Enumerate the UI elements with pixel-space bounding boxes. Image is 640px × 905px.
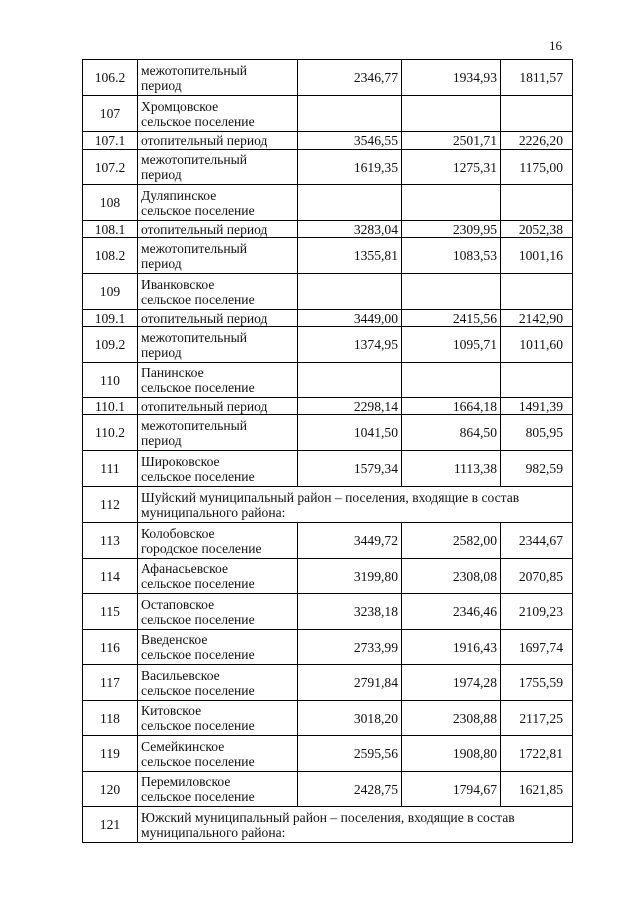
row-number: 110.2 bbox=[83, 415, 138, 451]
table-row bbox=[83, 736, 573, 772]
value-col-1: 3238,18 bbox=[298, 594, 402, 630]
settlement-name: Перемиловское сельское поселение bbox=[138, 772, 298, 807]
table-row bbox=[83, 772, 573, 807]
settlement-name: межотопительный период bbox=[138, 327, 298, 363]
value-col-2: 1908,80 bbox=[402, 736, 501, 772]
value-col-1: 3449,00 bbox=[298, 310, 402, 327]
table-row bbox=[83, 132, 573, 150]
row-number: 107.1 bbox=[83, 132, 138, 150]
value-col-1: 3199,80 bbox=[298, 559, 402, 594]
row-number: 120 bbox=[83, 772, 138, 807]
value-col-2: 2346,46 bbox=[402, 594, 501, 630]
value-col-1: 3449,72 bbox=[298, 523, 402, 559]
table-row bbox=[83, 363, 573, 398]
value-col-3: 2142,90 bbox=[501, 310, 573, 327]
settlement-name: Колобовское городское поселение bbox=[138, 523, 298, 559]
settlement-name: отопительный период bbox=[138, 398, 298, 415]
value-col-1: 2428,75 bbox=[298, 772, 402, 807]
value-col-1: 3546,55 bbox=[298, 132, 402, 150]
row-number: 115 bbox=[83, 594, 138, 630]
row-number: 117 bbox=[83, 665, 138, 701]
settlement-name: межотопительный период bbox=[138, 238, 298, 274]
settlement-name: Иванковское сельское поселение bbox=[138, 274, 298, 310]
value-col-3: 1011,60 bbox=[501, 327, 573, 363]
row-number: 112 bbox=[83, 487, 138, 523]
value-col-3: 2344,67 bbox=[501, 523, 573, 559]
value-col-2: 1916,43 bbox=[402, 630, 501, 665]
value-col-3 bbox=[501, 96, 573, 132]
row-number: 108.2 bbox=[83, 238, 138, 274]
settlement-name: Дуляпинское сельское поселение bbox=[138, 185, 298, 221]
settlement-name: Хромцовское сельское поселение bbox=[138, 96, 298, 132]
row-number: 109.1 bbox=[83, 310, 138, 327]
value-col-1: 1579,34 bbox=[298, 451, 402, 487]
row-number: 110 bbox=[83, 363, 138, 398]
table-row bbox=[83, 221, 573, 238]
row-number: 107 bbox=[83, 96, 138, 132]
table-body-lower bbox=[83, 523, 573, 807]
table-row bbox=[83, 701, 573, 736]
settlement-name: Остаповское сельское поселение bbox=[138, 594, 298, 630]
value-col-2: 2582,00 bbox=[402, 523, 501, 559]
settlement-name: Семейкинское сельское поселение bbox=[138, 736, 298, 772]
value-col-2: 1275,31 bbox=[402, 150, 501, 185]
value-col-3: 2109,23 bbox=[501, 594, 573, 630]
section-heading: Южский муниципальный район – поселения, входящие в состав муниципального района: bbox=[138, 807, 573, 843]
row-number: 108 bbox=[83, 185, 138, 221]
row-number: 116 bbox=[83, 630, 138, 665]
row-number: 121 bbox=[83, 807, 138, 843]
settlement-name: Васильевское сельское поселение bbox=[138, 665, 298, 701]
value-col-2 bbox=[402, 185, 501, 221]
value-col-2 bbox=[402, 96, 501, 132]
table-row bbox=[83, 238, 573, 274]
settlement-name: межотопительный период bbox=[138, 60, 298, 96]
table-row bbox=[83, 451, 573, 487]
value-col-1: 1374,95 bbox=[298, 327, 402, 363]
value-col-3: 1001,16 bbox=[501, 238, 573, 274]
settlement-name: Введенское сельское поселение bbox=[138, 630, 298, 665]
value-col-1 bbox=[298, 185, 402, 221]
value-col-1 bbox=[298, 363, 402, 398]
table-row bbox=[83, 96, 573, 132]
table-row bbox=[83, 415, 573, 451]
value-col-1: 1619,35 bbox=[298, 150, 402, 185]
page-number: 16 bbox=[549, 38, 562, 53]
value-col-2: 864,50 bbox=[402, 415, 501, 451]
row-number: 119 bbox=[83, 736, 138, 772]
table-row bbox=[83, 559, 573, 594]
value-col-2: 2309,95 bbox=[402, 221, 501, 238]
value-col-2: 1095,71 bbox=[402, 327, 501, 363]
value-col-2: 2308,88 bbox=[402, 701, 501, 736]
value-col-1: 2595,56 bbox=[298, 736, 402, 772]
settlement-name: межотопительный период bbox=[138, 150, 298, 185]
settlement-name: Широковское сельское поселение bbox=[138, 451, 298, 487]
table-row-section bbox=[83, 807, 573, 843]
row-number: 114 bbox=[83, 559, 138, 594]
value-col-3: 1755,59 bbox=[501, 665, 573, 701]
value-col-2: 1794,67 bbox=[402, 772, 501, 807]
settlement-name: Афанасьевское сельское поселение bbox=[138, 559, 298, 594]
tariff-table bbox=[82, 59, 573, 843]
value-col-3 bbox=[501, 185, 573, 221]
value-col-3: 1697,74 bbox=[501, 630, 573, 665]
value-col-3 bbox=[501, 274, 573, 310]
table-row bbox=[83, 185, 573, 221]
row-number: 111 bbox=[83, 451, 138, 487]
value-col-2: 1934,93 bbox=[402, 60, 501, 96]
row-number: 110.1 bbox=[83, 398, 138, 415]
table-row bbox=[83, 310, 573, 327]
table-row bbox=[83, 60, 573, 96]
settlement-name: отопительный период bbox=[138, 221, 298, 238]
value-col-2: 2415,56 bbox=[402, 310, 501, 327]
value-col-3: 2117,25 bbox=[501, 701, 573, 736]
table-row bbox=[83, 665, 573, 701]
row-number: 109.2 bbox=[83, 327, 138, 363]
value-col-2: 1083,53 bbox=[402, 238, 501, 274]
row-number: 108.1 bbox=[83, 221, 138, 238]
value-col-2: 2308,08 bbox=[402, 559, 501, 594]
value-col-2: 2501,71 bbox=[402, 132, 501, 150]
table-row bbox=[83, 398, 573, 415]
settlement-name: отопительный период bbox=[138, 310, 298, 327]
value-col-3: 2052,38 bbox=[501, 221, 573, 238]
value-col-2: 1113,38 bbox=[402, 451, 501, 487]
value-col-3: 2070,85 bbox=[501, 559, 573, 594]
table-body-upper bbox=[83, 60, 573, 487]
value-col-1: 3283,04 bbox=[298, 221, 402, 238]
row-number: 107.2 bbox=[83, 150, 138, 185]
value-col-3: 1621,85 bbox=[501, 772, 573, 807]
value-col-2 bbox=[402, 274, 501, 310]
table-row bbox=[83, 327, 573, 363]
value-col-3: 2226,20 bbox=[501, 132, 573, 150]
value-col-3: 1811,57 bbox=[501, 60, 573, 96]
value-col-2 bbox=[402, 363, 501, 398]
value-col-3: 805,95 bbox=[501, 415, 573, 451]
value-col-1: 2346,77 bbox=[298, 60, 402, 96]
row-number: 106.2 bbox=[83, 60, 138, 96]
value-col-1: 2791,84 bbox=[298, 665, 402, 701]
table-row bbox=[83, 274, 573, 310]
settlement-name: Китовское сельское поселение bbox=[138, 701, 298, 736]
value-col-2: 1974,28 bbox=[402, 665, 501, 701]
value-col-1 bbox=[298, 274, 402, 310]
value-col-1: 2298,14 bbox=[298, 398, 402, 415]
table-section-112 bbox=[83, 487, 573, 523]
settlement-name: Панинское сельское поселение bbox=[138, 363, 298, 398]
value-col-3: 1175,00 bbox=[501, 150, 573, 185]
value-col-3: 1722,81 bbox=[501, 736, 573, 772]
value-col-2: 1664,18 bbox=[402, 398, 501, 415]
value-col-1: 3018,20 bbox=[298, 701, 402, 736]
value-col-3 bbox=[501, 363, 573, 398]
row-number: 109 bbox=[83, 274, 138, 310]
settlement-name: отопительный период bbox=[138, 132, 298, 150]
row-number: 113 bbox=[83, 523, 138, 559]
table-section-121 bbox=[83, 807, 573, 843]
value-col-1: 1355,81 bbox=[298, 238, 402, 274]
settlement-name: межотопительный период bbox=[138, 415, 298, 451]
table-row bbox=[83, 630, 573, 665]
row-number: 118 bbox=[83, 701, 138, 736]
value-col-1: 1041,50 bbox=[298, 415, 402, 451]
table-row-section bbox=[83, 487, 573, 523]
value-col-3: 982,59 bbox=[501, 451, 573, 487]
table-row bbox=[83, 523, 573, 559]
value-col-1: 2733,99 bbox=[298, 630, 402, 665]
value-col-1 bbox=[298, 96, 402, 132]
section-heading: Шуйский муниципальный район – поселения, входящие в состав муниципального района: bbox=[138, 487, 573, 523]
value-col-3: 1491,39 bbox=[501, 398, 573, 415]
table-row bbox=[83, 150, 573, 185]
table-row bbox=[83, 594, 573, 630]
